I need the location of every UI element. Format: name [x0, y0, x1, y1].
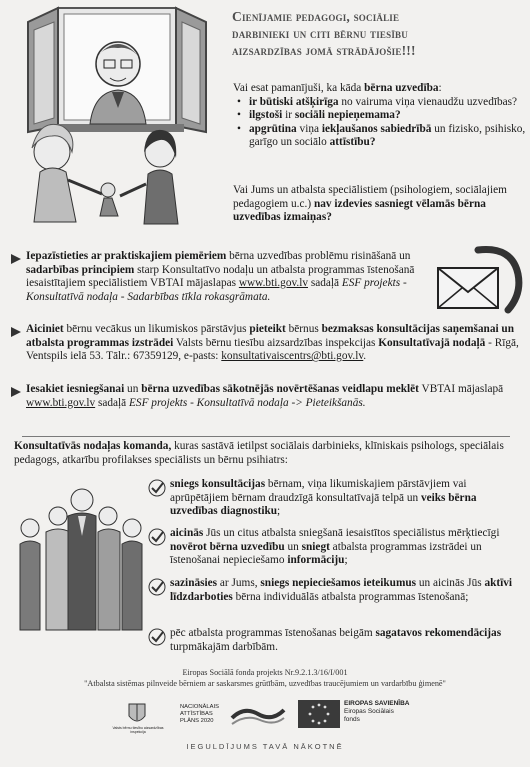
section-divider	[22, 436, 510, 437]
checkmark-icon	[148, 578, 166, 596]
family-window-illustration	[10, 2, 230, 230]
title-line-3: aizsardzības jomā strādājošie!!!	[232, 43, 416, 58]
info-block-form: Iesakiet iesniegšanai un bērna uzvedības sākotnējās novērtēšanas veidlapu meklēt VBTAI mājaslapā www.bti.gov.lv sadaļā ESF projekts - Konsultatīvā nodaļa -> Pieteikšanās.	[26, 383, 504, 409]
project-number: Eiropas Sociālā fonda projekts Nr.9.2.1.3/16/I/001	[182, 668, 348, 677]
info-block-examples: Iepazīstieties ar praktiskajiem piemēriem bērna uzvedības problēmu risināšanā un sadarbības principiem starp Konsultatīvo nodaļu un atbalsta programmas īstenošanā iesaistītajiem speciālistiem VBTAI mājaslapas www.bti.gov.lv sadaļā ESF projekts - Konsultatīvā nodaļa - Sadarbības tīkla rokasgrāmata.	[26, 250, 415, 303]
intro-bullet: • apgrūtina viņa iekļaušanos sabiedrībā un fizisko, psihisko, garīgo un sociālo attīstību?	[233, 123, 526, 150]
nap-wave-icon	[230, 702, 286, 728]
check-item: aicinās Jūs un citus atbalsta sniegšanā iesaistītos speciālistus mērķtiecīgi novērot bērna uzvedību un sniegt atbalsta programmas izstrādei un īstenošanai nepieciešamo informāciju;	[170, 527, 500, 567]
nap-logo: NACIONĀLAIS ATTĪSTĪBAS PLĀNS 2020	[180, 704, 219, 724]
page-title	[232, 8, 524, 59]
team-illustration	[14, 480, 144, 640]
email-link[interactable]: konsultativaiscentrs@bti.gov.lv	[221, 350, 364, 363]
coat-of-arms-icon	[126, 702, 148, 726]
arrow-bullet-icon	[10, 326, 22, 338]
team-intro: Konsultatīvās nodaļas komanda, kuras sastāvā ietilpst sociālais darbinieks, klīniskais psihologs, speciālais pedagogs, atkarību profilakses speciālists un bērnu psihiatrs:	[14, 440, 504, 466]
checkmark-icon	[148, 479, 166, 497]
intro-question: Vai esat pamanījuši, ka kāda bērna uzvedība:	[233, 82, 442, 94]
intro-questions	[233, 82, 526, 150]
arrow-bullet-icon	[10, 253, 22, 265]
info-block-invite: Aiciniet bērnu vecākus un likumiskos pārstāvjus pieteikt bērnus bezmaksas konsultācijas saņemšanai un atbalsta programmas izstrādei Valsts bērnu tiesību aizsardzības inspekcijas Konsultatīvajā nodaļā - Rīgā, Ventspils ielā 53. Tālr.: 67359129, e-pasts: konsultativaiscentrs@bti.gov.lv.	[26, 323, 519, 363]
eu-flag-icon	[298, 700, 340, 728]
website-link[interactable]: www.bti.gov.lv	[238, 277, 308, 290]
intro-bullet: • ilgstoši ir sociāli nepieņemama?	[233, 109, 526, 123]
eu-logo-text: EIROPAS SAVIENĪBA Eiropas Sociālais fonds	[344, 700, 410, 723]
arrow-bullet-icon	[10, 386, 22, 398]
logos-row	[108, 696, 448, 742]
website-link[interactable]: www.bti.gov.lv	[26, 396, 96, 409]
title-line-2: darbinieki un citi bērnu tiesību	[232, 26, 408, 41]
tagline: IEGULDĪJUMS TAVĀ NĀKOTNĒ	[186, 742, 344, 751]
title-line-1: Cienījamie pedagogi, sociālie	[232, 9, 400, 24]
project-title: "Atbalsta sistēmas pilnveide bērniem ar saskarsmes grūtībām, uzvedības traucējumiem un vardarbību ģimenē"	[84, 679, 446, 688]
envelope-phone-icon	[432, 244, 524, 318]
check-item: sazināsies ar Jums, sniegs nepieciešamos ieteikumus un aicinās Jūs aktīvi līdzdarboties bērna individuālās atbalsta programmas īstenošanā;	[170, 577, 513, 603]
inspekcija-logo-text: Valsts bērnu tiesību aizsardzības inspekcija	[112, 726, 164, 734]
checkmark-icon	[148, 628, 166, 646]
intro-bullet: • ir būtiski atšķirīga no vairuma viņa vienaudžu uzvedības?	[233, 96, 526, 110]
check-item: pēc atbalsta programmas īstenošanas beigām sagatavos rekomendācijas turpmākajām darbībām.	[170, 627, 502, 653]
checkmark-icon	[148, 528, 166, 546]
support-question: Vai Jums un atbalsta speciālistiem (psihologiem, sociālajiem pedagogiem u.c.) nav izdevies sasniegt vēlamās bērna uzvedības izmaiņas?	[233, 184, 507, 224]
check-item: sniegs konsultācijas bērnam, viņa likumiskajiem pārstāvjiem vai aprūpētājiem bērnam draudzīgā konsultatīvajā telpā un veiks bērna uzvedības diagnostiku;	[170, 478, 477, 518]
